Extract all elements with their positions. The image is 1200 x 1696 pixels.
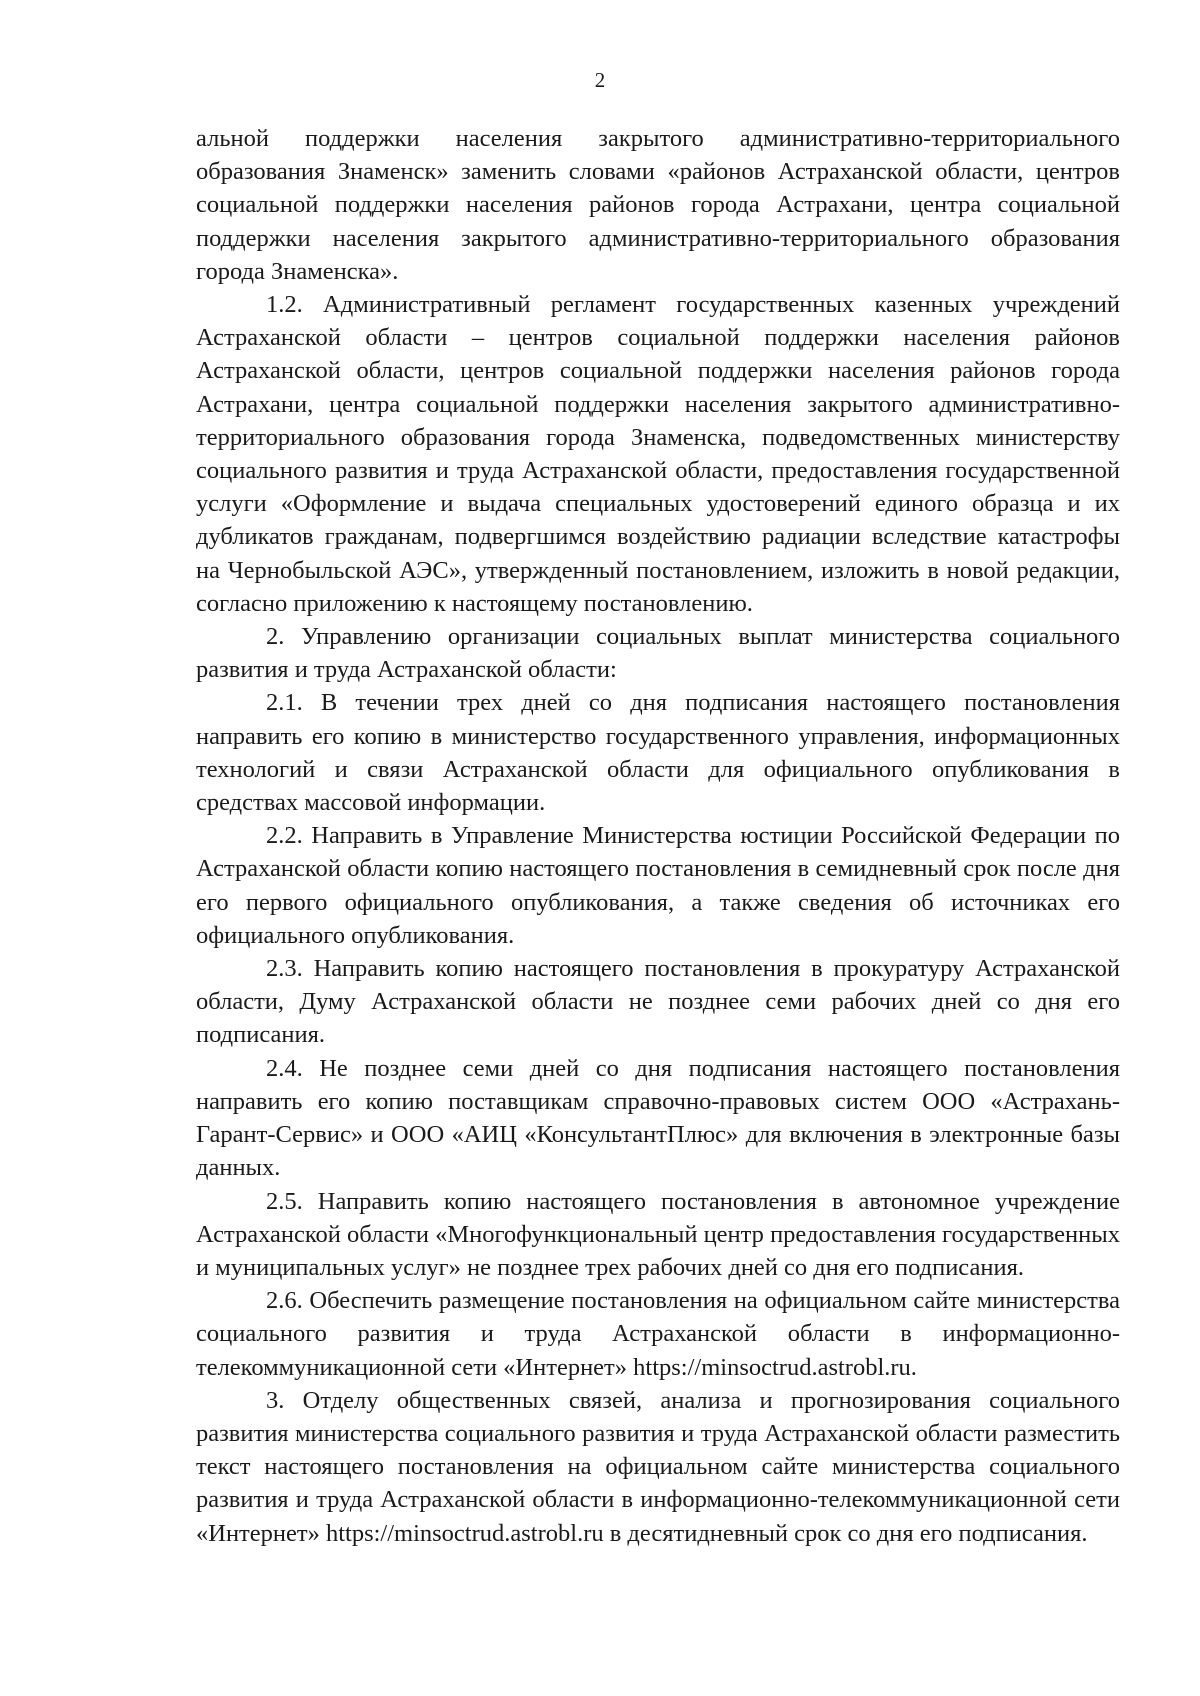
paragraph-2-6: 2.6. Обеспечить размещение постановления на официальном сайте министерства социального развития и труда Астраханской области в информационно-телекоммуникационной сети «Интернет» https://minsoctrud.astrobl.ru. [196, 1287, 1120, 1381]
paragraph-1-2-regulation: 1.2. Административный регламент государственных казенных учреждений Астраханской области – центров социальной поддержки населения районов Астраханской области, центров социальной поддержки населения районов города Астрахани, центра социальной поддержки населения закрытого административно-территориального образования города Знаменска, подведомственных министерству социального развития и труда Астраханской области, предоставления государственной услуги «Оформление и выдача специальных удостоверений единого образца и их дубликатов гражданам, подвергшимся воздействию радиации вследствие катастрофы на Чернобыльской АЭС», утвержденный постановлением, изложить в новой редакции, согласно приложению к настоящему постановлению. [196, 291, 1120, 617]
page-number: 2 [594, 68, 606, 92]
paragraph-2-1: 2.1. В течении трех дней со дня подписания настоящего постановления направить его копию в министерство государственного управления, информационных технологий и связи Астраханской области для официального опубликования в средствах массовой информации. [196, 689, 1120, 817]
paragraph-2-directorate: 2. Управлению организации социальных выплат министерства социального развития и труда Астраханской области: [196, 623, 1120, 684]
paragraph-continuation: альной поддержки населения закрытого административно-территориального образования Знаменск» заменить словами «районов Астраханской области, центров социальной поддержки населения районов города Астрахани, центра социальной поддержки населения закрытого административно-территориального образования города Знаменска». [196, 125, 1120, 285]
paragraph-2-2: 2.2. Направить в Управление Министерства юстиции Российской Федерации по Астраханской области копию настоящего постановления в семидневный срок после дня его первого официального опубликования, а также сведения об источниках его официального опубликования. [196, 822, 1120, 949]
paragraph-2-4: 2.4. Не позднее семи дней со дня подписания настоящего постановления направить его копию поставщикам справочно-правовых систем ООО «Астрахань-Гарант-Сервис» и ООО «АИЦ «КонсультантПлюс» для включения в электронные базы данных. [196, 1054, 1120, 1182]
paragraph-2-3: 2.3. Направить копию настоящего постановления в прокуратуру Астраханской области, Думу Астраханской области не позднее семи рабочих дней со дня его подписания. [196, 955, 1120, 1049]
paragraph-2-5: 2.5. Направить копию настоящего постановления в автономное учреждение Астраханской области «Многофункциональный центр предоставления государственных и муниципальных услуг» не позднее трех рабочих дней со дня его подписания. [196, 1187, 1120, 1281]
document-body [196, 122, 1120, 1550]
paragraph-3: 3. Отделу общественных связей, анализа и прогнозирования социального развития министерства социального развития и труда Астраханской области разместить текст настоящего постановления на официальном сайте министерства социального развития и труда Астраханской области в информационно-телекоммуникационной сети «Интернет» https://minsoctrud.astrobl.ru в десятидневный срок со дня его подписания. [196, 1386, 1120, 1547]
